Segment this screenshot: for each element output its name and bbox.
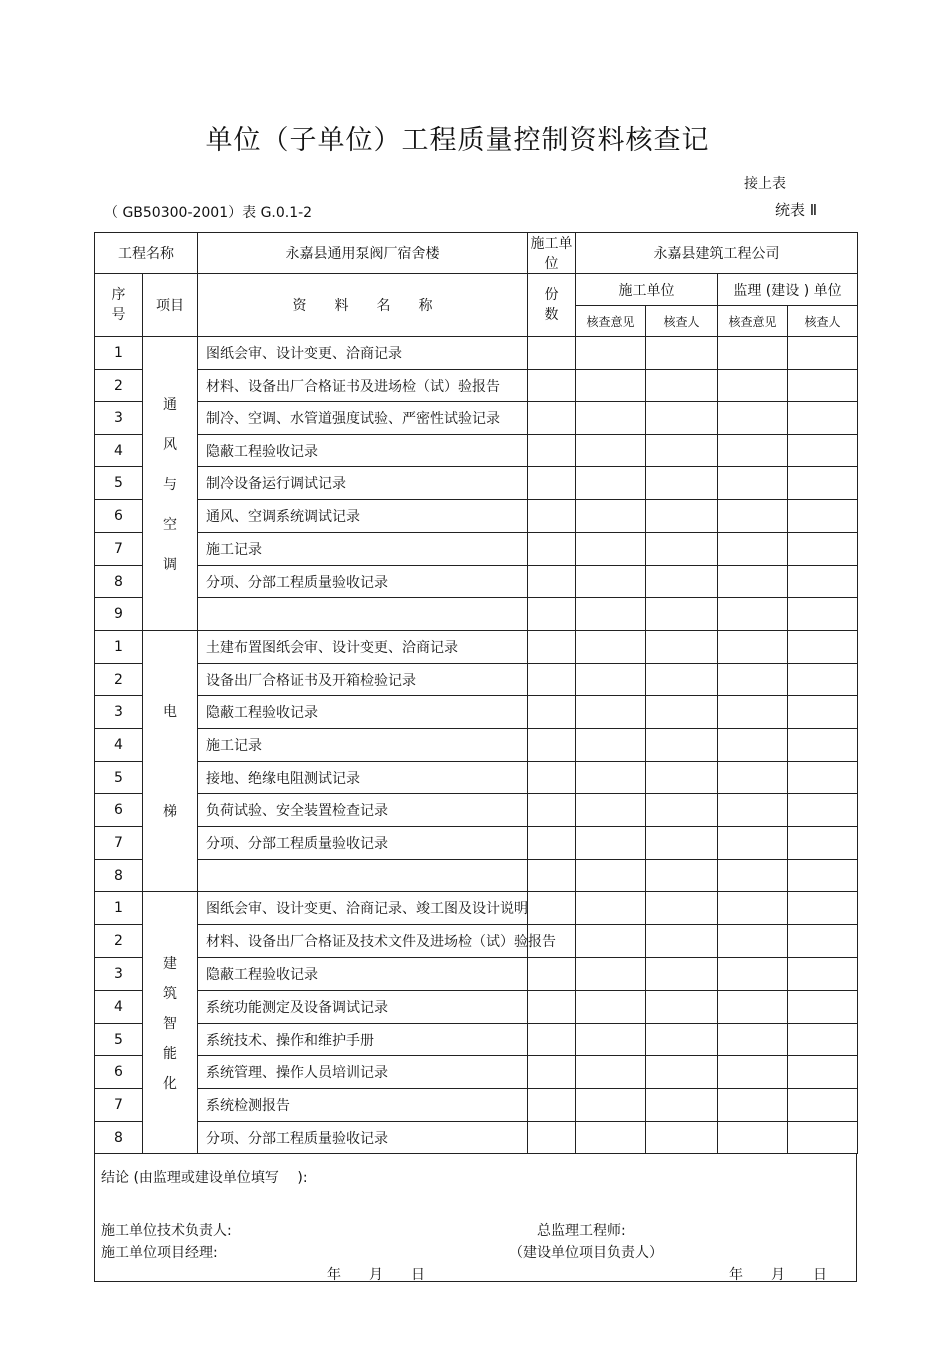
copies-cell[interactable] <box>528 1024 576 1056</box>
document-name: 负荷试验、安全装置检查记录 <box>198 794 528 827</box>
table-number: 统表 Ⅱ <box>775 201 818 219</box>
table-row <box>95 370 858 402</box>
construction-checker-cell[interactable] <box>646 958 718 991</box>
supervision-opinion-cell[interactable] <box>718 991 788 1024</box>
date-right: 年 月 日 <box>729 1267 827 1283</box>
contractor-label: 施工单位 <box>528 233 576 274</box>
footer-box <box>94 1153 857 1282</box>
document-name: 系统检测报告 <box>198 1089 528 1122</box>
row-number: 2 <box>95 664 143 696</box>
supervision-opinion-cell[interactable] <box>718 598 788 631</box>
section-name <box>143 337 198 631</box>
construction-checker-cell[interactable] <box>646 337 718 370</box>
row-number: 7 <box>95 827 143 860</box>
construction-opinion-cell[interactable] <box>576 958 646 991</box>
section-name-char: 能 <box>163 1045 177 1062</box>
table-row <box>95 794 858 827</box>
construction-opinion-cell[interactable] <box>576 729 646 762</box>
section-name-char: 智 <box>163 1015 177 1032</box>
construction-opinion-cell[interactable] <box>576 1056 646 1089</box>
copies-cell[interactable] <box>528 500 576 533</box>
document-name <box>198 598 528 631</box>
construction-opinion-cell[interactable] <box>576 337 646 370</box>
row-number: 7 <box>95 533 143 566</box>
document-name: 系统技术、操作和维护手册 <box>198 1024 528 1056</box>
table-row <box>95 664 858 696</box>
seq-header: 序 号 <box>95 274 143 337</box>
supervision-opinion-cell[interactable] <box>718 402 788 435</box>
row-number: 6 <box>95 794 143 827</box>
construction-opinion-cell[interactable] <box>576 467 646 500</box>
construction-checker-cell[interactable] <box>646 860 718 892</box>
construction-checker-cell[interactable] <box>646 892 718 925</box>
row-number: 6 <box>95 500 143 533</box>
table-row <box>95 892 858 925</box>
copies-cell[interactable] <box>528 598 576 631</box>
copies-cell[interactable] <box>528 533 576 566</box>
row-number: 5 <box>95 762 143 794</box>
table-row <box>95 402 858 435</box>
section-name-char: 与 <box>163 476 177 493</box>
chief-supervisor-label: 总监理工程师: <box>537 1223 626 1239</box>
document-name: 隐蔽工程验收记录 <box>198 696 528 729</box>
table-row <box>95 991 858 1024</box>
supervision-opinion-cell[interactable] <box>718 762 788 794</box>
supervision-opinion-cell[interactable] <box>718 1089 788 1122</box>
table-row <box>95 467 858 500</box>
supervision-opinion-cell[interactable] <box>718 794 788 827</box>
section-name-char: 通 <box>163 396 177 413</box>
supervision-opinion-cell[interactable] <box>718 1056 788 1089</box>
supervision-checker-cell[interactable] <box>788 598 858 631</box>
row-number: 1 <box>95 631 143 664</box>
column-header-row <box>95 274 858 306</box>
continued-label: 接上表 <box>744 176 786 192</box>
document-name: 制冷设备运行调试记录 <box>198 467 528 500</box>
section-name-char: 空 <box>163 516 177 533</box>
supervision-checker-cell[interactable] <box>788 794 858 827</box>
contractor-pm-label: 施工单位项目经理: <box>101 1245 218 1261</box>
construction-checker-cell[interactable] <box>646 827 718 860</box>
section-name <box>143 892 198 1154</box>
construction-checker-cell[interactable] <box>646 1024 718 1056</box>
supervision-checker-cell[interactable] <box>788 1024 858 1056</box>
item-header: 项目 <box>143 274 198 337</box>
table-row <box>95 958 858 991</box>
supervision-checker-cell[interactable] <box>788 925 858 958</box>
construction-opinion-cell[interactable] <box>576 566 646 598</box>
supervision-opinion-cell[interactable] <box>718 533 788 566</box>
construction-checker-cell[interactable] <box>646 1056 718 1089</box>
document-name: 图纸会审、设计变更、洽商记录 <box>198 337 528 370</box>
table-row <box>95 1089 858 1122</box>
supervision-checker-cell[interactable] <box>788 435 858 467</box>
table-row <box>95 1056 858 1089</box>
construction-checker-cell[interactable] <box>646 991 718 1024</box>
document-name: 系统功能测定及设备调试记录 <box>198 991 528 1024</box>
construction-checker-cell[interactable] <box>646 435 718 467</box>
copies-cell[interactable] <box>528 991 576 1024</box>
document-name: 接地、绝缘电阻测试记录 <box>198 762 528 794</box>
supervision-opinion-cell[interactable] <box>718 827 788 860</box>
supervision-opinion-cell[interactable] <box>718 467 788 500</box>
project-name-value: 永嘉县通用泵阀厂宿舍楼 <box>198 233 528 274</box>
row-number: 6 <box>95 1056 143 1089</box>
table-row <box>95 598 858 631</box>
construction-checker-cell[interactable] <box>646 370 718 402</box>
document-title: 单位（子单位）工程质量控制资料核查记 <box>205 125 710 156</box>
supervision-opinion-cell[interactable] <box>718 500 788 533</box>
copies-cell[interactable] <box>528 958 576 991</box>
supervision-checker-cell[interactable] <box>788 1089 858 1122</box>
section-name-char: 电 <box>163 704 177 720</box>
supervision-opinion-cell[interactable] <box>718 696 788 729</box>
section-name-char: 风 <box>163 436 177 453</box>
document-name: 材料、设备出厂合格证书及进场检（试）验报告 <box>198 370 528 402</box>
table-row <box>95 1024 858 1056</box>
supervision-opinion-cell[interactable] <box>718 337 788 370</box>
section-name-char: 建 <box>163 955 177 972</box>
construction-opinion-cell[interactable] <box>576 370 646 402</box>
construction-opinion-cell[interactable] <box>576 1089 646 1122</box>
supervision-checker-cell[interactable] <box>788 762 858 794</box>
supervision-opinion-cell[interactable] <box>718 664 788 696</box>
row-number: 1 <box>95 337 143 370</box>
copies-cell[interactable] <box>528 1056 576 1089</box>
supervision-checker-cell[interactable] <box>788 402 858 435</box>
copies-cell[interactable] <box>528 696 576 729</box>
supervision-opinion-cell[interactable] <box>718 370 788 402</box>
document-name: 隐蔽工程验收记录 <box>198 958 528 991</box>
copies-cell[interactable] <box>528 467 576 500</box>
construction-opinion-cell[interactable] <box>576 500 646 533</box>
supervision-opinion-cell[interactable] <box>718 1122 788 1154</box>
document-name: 分项、分部工程质量验收记录 <box>198 566 528 598</box>
supervision-opinion-cell[interactable] <box>718 729 788 762</box>
row-number: 2 <box>95 925 143 958</box>
section-name-char: 梯 <box>163 804 177 820</box>
supervision-checker-header: 核查人 <box>788 306 858 337</box>
document-name: 施工记录 <box>198 729 528 762</box>
date-left: 年 月 日 <box>327 1267 425 1283</box>
table-row <box>95 631 858 664</box>
construction-opinion-cell[interactable] <box>576 892 646 925</box>
document-name: 分项、分部工程质量验收记录 <box>198 827 528 860</box>
supervision-checker-cell[interactable] <box>788 696 858 729</box>
construction-opinion-cell[interactable] <box>576 435 646 467</box>
construction-opinion-cell[interactable] <box>576 664 646 696</box>
construction-opinion-cell[interactable] <box>576 598 646 631</box>
row-number: 5 <box>95 1024 143 1056</box>
construction-checker-cell[interactable] <box>646 631 718 664</box>
construction-opinion-cell[interactable] <box>576 1024 646 1056</box>
supervision-checker-cell[interactable] <box>788 533 858 566</box>
document-name: 土建布置图纸会审、设计变更、洽商记录 <box>198 631 528 664</box>
table-row <box>95 1122 858 1154</box>
copies-cell[interactable] <box>528 402 576 435</box>
table-row <box>95 925 858 958</box>
owner-pm-label: （建设单位项目负责人） <box>509 1245 663 1261</box>
supervision-checker-cell[interactable] <box>788 892 858 925</box>
supervision-checker-cell[interactable] <box>788 1056 858 1089</box>
supervision-checker-cell[interactable] <box>788 467 858 500</box>
supervision-opinion-cell[interactable] <box>718 925 788 958</box>
document-name: 隐蔽工程验收记录 <box>198 435 528 467</box>
copies-cell[interactable] <box>528 664 576 696</box>
row-number: 8 <box>95 860 143 892</box>
supervision-checker-cell[interactable] <box>788 860 858 892</box>
copies-cell[interactable] <box>528 860 576 892</box>
construction-checker-cell[interactable] <box>646 794 718 827</box>
document-name: 设备出厂合格证书及开箱检验记录 <box>198 664 528 696</box>
document-name: 系统管理、操作人员培训记录 <box>198 1056 528 1089</box>
table-row <box>95 533 858 566</box>
row-number: 7 <box>95 1089 143 1122</box>
supervision-unit-header: 监理 (建设 ) 单位 <box>718 274 858 306</box>
supervision-checker-cell[interactable] <box>788 370 858 402</box>
construction-checker-cell[interactable] <box>646 729 718 762</box>
copies-cell[interactable] <box>528 566 576 598</box>
copies-cell[interactable] <box>528 337 576 370</box>
construction-opinion-cell[interactable] <box>576 827 646 860</box>
row-number: 4 <box>95 991 143 1024</box>
supervision-opinion-cell[interactable] <box>718 958 788 991</box>
construction-opinion-cell[interactable] <box>576 991 646 1024</box>
contractor-tech-lead-label: 施工单位技术负责人: <box>101 1223 232 1239</box>
document-name: 材料、设备出厂合格证及技术文件及进场检（试）验报告 <box>198 925 528 958</box>
supervision-opinion-cell[interactable] <box>718 435 788 467</box>
construction-checker-cell[interactable] <box>646 762 718 794</box>
copies-cell[interactable] <box>528 1122 576 1154</box>
table-row <box>95 337 858 370</box>
row-number: 5 <box>95 467 143 500</box>
supervision-opinion-cell[interactable] <box>718 860 788 892</box>
document-name: 通风、空调系统调试记录 <box>198 500 528 533</box>
standard-code: （ GB50300-2001）表 G.0.1-2 <box>104 205 313 221</box>
construction-opinion-cell[interactable] <box>576 631 646 664</box>
supervision-opinion-cell[interactable] <box>718 892 788 925</box>
row-number: 9 <box>95 598 143 631</box>
supervision-checker-cell[interactable] <box>788 958 858 991</box>
table-row <box>95 827 858 860</box>
copies-cell[interactable] <box>528 1089 576 1122</box>
supervision-checker-cell[interactable] <box>788 337 858 370</box>
row-number: 8 <box>95 566 143 598</box>
document-name: 分项、分部工程质量验收记录 <box>198 1122 528 1154</box>
construction-unit-header: 施工单位 <box>576 274 718 306</box>
construction-checker-cell[interactable] <box>646 664 718 696</box>
table-row <box>95 762 858 794</box>
construction-checker-cell[interactable] <box>646 696 718 729</box>
copies-cell[interactable] <box>528 827 576 860</box>
inspection-table <box>94 232 858 1154</box>
supervision-opinion-cell[interactable] <box>718 1024 788 1056</box>
document-name: 制冷、空调、水管道强度试验、严密性试验记录 <box>198 402 528 435</box>
row-number: 1 <box>95 892 143 925</box>
table-row <box>95 566 858 598</box>
construction-opinion-cell[interactable] <box>576 533 646 566</box>
supervision-checker-cell[interactable] <box>788 991 858 1024</box>
document-name: 图纸会审、设计变更、洽商记录、竣工图及设计说明 <box>198 892 528 925</box>
supervision-checker-cell[interactable] <box>788 566 858 598</box>
construction-checker-cell[interactable] <box>646 925 718 958</box>
construction-checker-cell[interactable] <box>646 500 718 533</box>
copies-cell[interactable] <box>528 892 576 925</box>
row-number: 3 <box>95 958 143 991</box>
supervision-checker-cell[interactable] <box>788 827 858 860</box>
construction-checker-header: 核查人 <box>646 306 718 337</box>
construction-opinion-cell[interactable] <box>576 762 646 794</box>
table-row <box>95 696 858 729</box>
copies-cell[interactable] <box>528 794 576 827</box>
section-name-char: 化 <box>163 1075 177 1092</box>
supervision-opinion-cell[interactable] <box>718 631 788 664</box>
construction-opinion-cell[interactable] <box>576 925 646 958</box>
table-row <box>95 860 858 892</box>
row-number: 4 <box>95 729 143 762</box>
construction-checker-cell[interactable] <box>646 1089 718 1122</box>
project-header-row <box>95 233 858 274</box>
document-name <box>198 860 528 892</box>
construction-checker-cell[interactable] <box>646 598 718 631</box>
doc-name-header: 资 料 名 称 <box>198 274 528 337</box>
section-name <box>143 631 198 892</box>
supervision-checker-cell[interactable] <box>788 500 858 533</box>
copies-cell[interactable] <box>528 435 576 467</box>
construction-checker-cell[interactable] <box>646 566 718 598</box>
table-row <box>95 729 858 762</box>
table-row <box>95 500 858 533</box>
construction-checker-cell[interactable] <box>646 533 718 566</box>
table-row <box>95 435 858 467</box>
construction-checker-cell[interactable] <box>646 402 718 435</box>
supervision-checker-cell[interactable] <box>788 729 858 762</box>
supervision-checker-cell[interactable] <box>788 1122 858 1154</box>
conclusion-label: 结论 (由监理或建设单位填写 ): <box>101 1170 308 1186</box>
supervision-checker-cell[interactable] <box>788 664 858 696</box>
row-number: 4 <box>95 435 143 467</box>
section-name-char: 筑 <box>163 985 177 1002</box>
construction-opinion-cell[interactable] <box>576 1122 646 1154</box>
row-number: 3 <box>95 402 143 435</box>
contractor-value: 永嘉县建筑工程公司 <box>576 233 858 274</box>
copies-cell[interactable] <box>528 729 576 762</box>
construction-opinion-cell[interactable] <box>576 794 646 827</box>
copies-cell[interactable] <box>528 370 576 402</box>
supervision-check-opinion-header: 核查意见 <box>718 306 788 337</box>
row-number: 2 <box>95 370 143 402</box>
row-number: 3 <box>95 696 143 729</box>
supervision-opinion-cell[interactable] <box>718 566 788 598</box>
copies-cell[interactable] <box>528 631 576 664</box>
supervision-checker-cell[interactable] <box>788 631 858 664</box>
construction-opinion-cell[interactable] <box>576 402 646 435</box>
row-number: 8 <box>95 1122 143 1154</box>
section-name-char: 调 <box>163 556 177 573</box>
document-name: 施工记录 <box>198 533 528 566</box>
construction-checker-cell[interactable] <box>646 1122 718 1154</box>
construction-check-opinion-header: 核查意见 <box>576 306 646 337</box>
copies-header: 份 数 <box>528 274 576 337</box>
construction-opinion-cell[interactable] <box>576 860 646 892</box>
project-name-label: 工程名称 <box>95 233 198 274</box>
construction-checker-cell[interactable] <box>646 467 718 500</box>
copies-cell[interactable] <box>528 762 576 794</box>
construction-opinion-cell[interactable] <box>576 696 646 729</box>
